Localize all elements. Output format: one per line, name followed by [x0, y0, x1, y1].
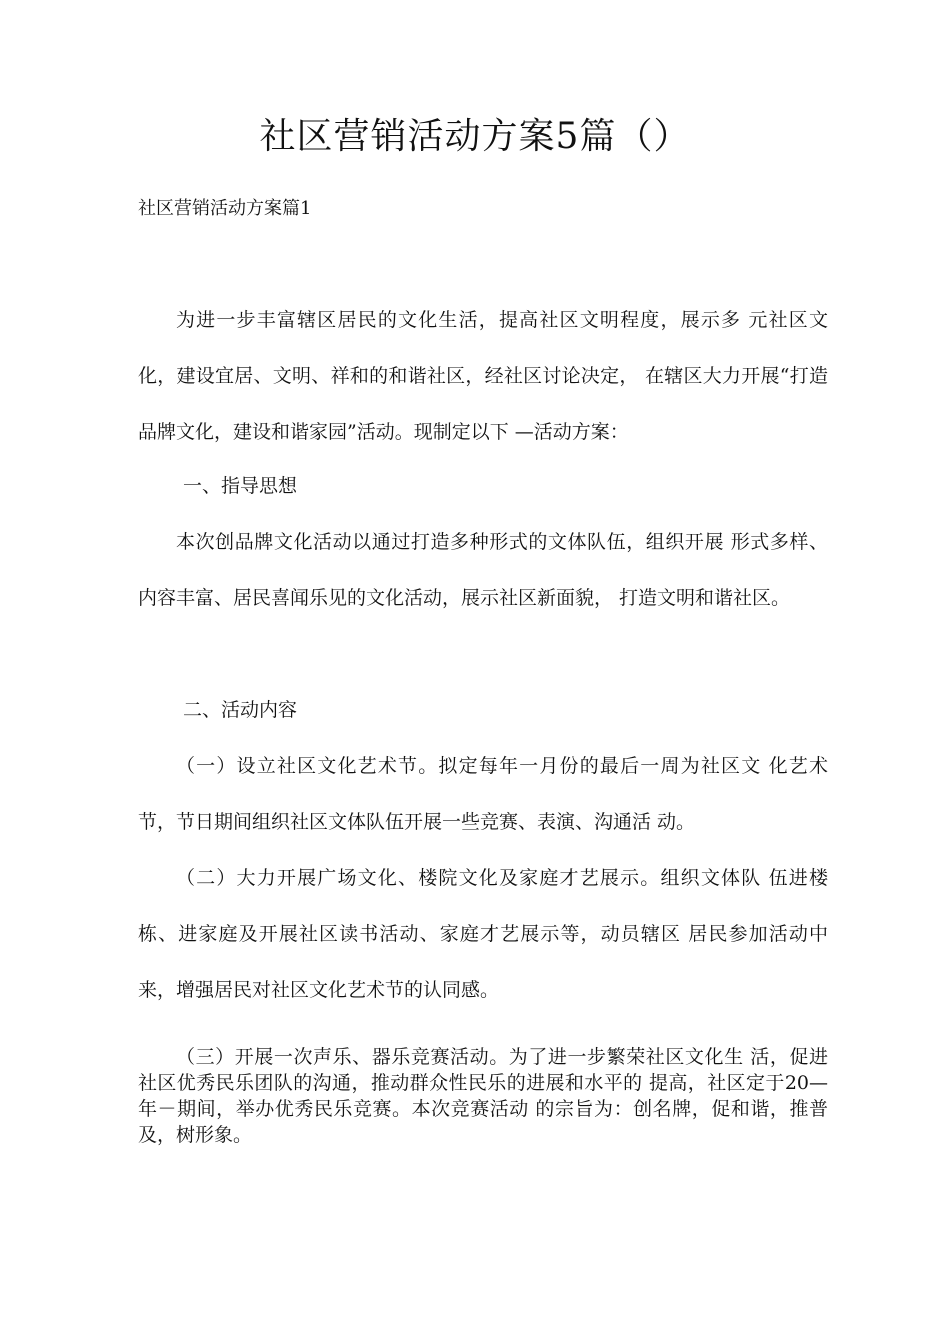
activity-item-2: （二）大力开展广场文化、楼院文化及家庭才艺展示。组织文体队 伍进楼栋、进家庭及开展社区读书活动、家庭才艺展示等，动员辖区 居民参加活动中来，增强居民对社区文化艺术节的认同感。 [138, 867, 828, 1001]
activity-item-3: （三）开展一次声乐、器乐竞赛活动。为了进一步繁荣社区文化生 活，促进社区优秀民乐团队的沟通，推动群众性民乐的进展和水平的 提高，社区定于20—年－期间，举办优秀民乐竞赛。本次竞赛活动 的宗旨为：创名牌，促和谐，推普及，树形象。 [138, 1046, 828, 1146]
activity-item-1: （一）设立社区文化艺术节。拟定每年一月份的最后一周为社区文 化艺术节，节日期间组织社区文体队伍开展一些竞赛、表演、沟通活 动。 [138, 755, 828, 833]
section-heading-guiding-thought: 一、指导思想 [183, 475, 298, 497]
section-heading-activity-content: 二、活动内容 [183, 699, 298, 721]
section1-paragraph: 本次创品牌文化活动以通过打造多种形式的文体队伍，组织开展 形式多样、内容丰富、居民喜闻乐见的文化活动，展示社区新面貌， 打造文明和谐社区。 [138, 531, 828, 609]
document-title: 社区营销活动方案5篇（） [259, 116, 691, 157]
intro-paragraph: 为进一步丰富辖区居民的文化生活，提高社区文明程度，展示多 元社区文化，建设宜居、文明、祥和的和谐社区，经社区讨论决定， 在辖区大力开展“打造品牌文化，建设和谐家园”活动。现制定以下 —活动方案： [138, 309, 828, 443]
document-subtitle: 社区营销活动方案篇1 [138, 198, 312, 219]
